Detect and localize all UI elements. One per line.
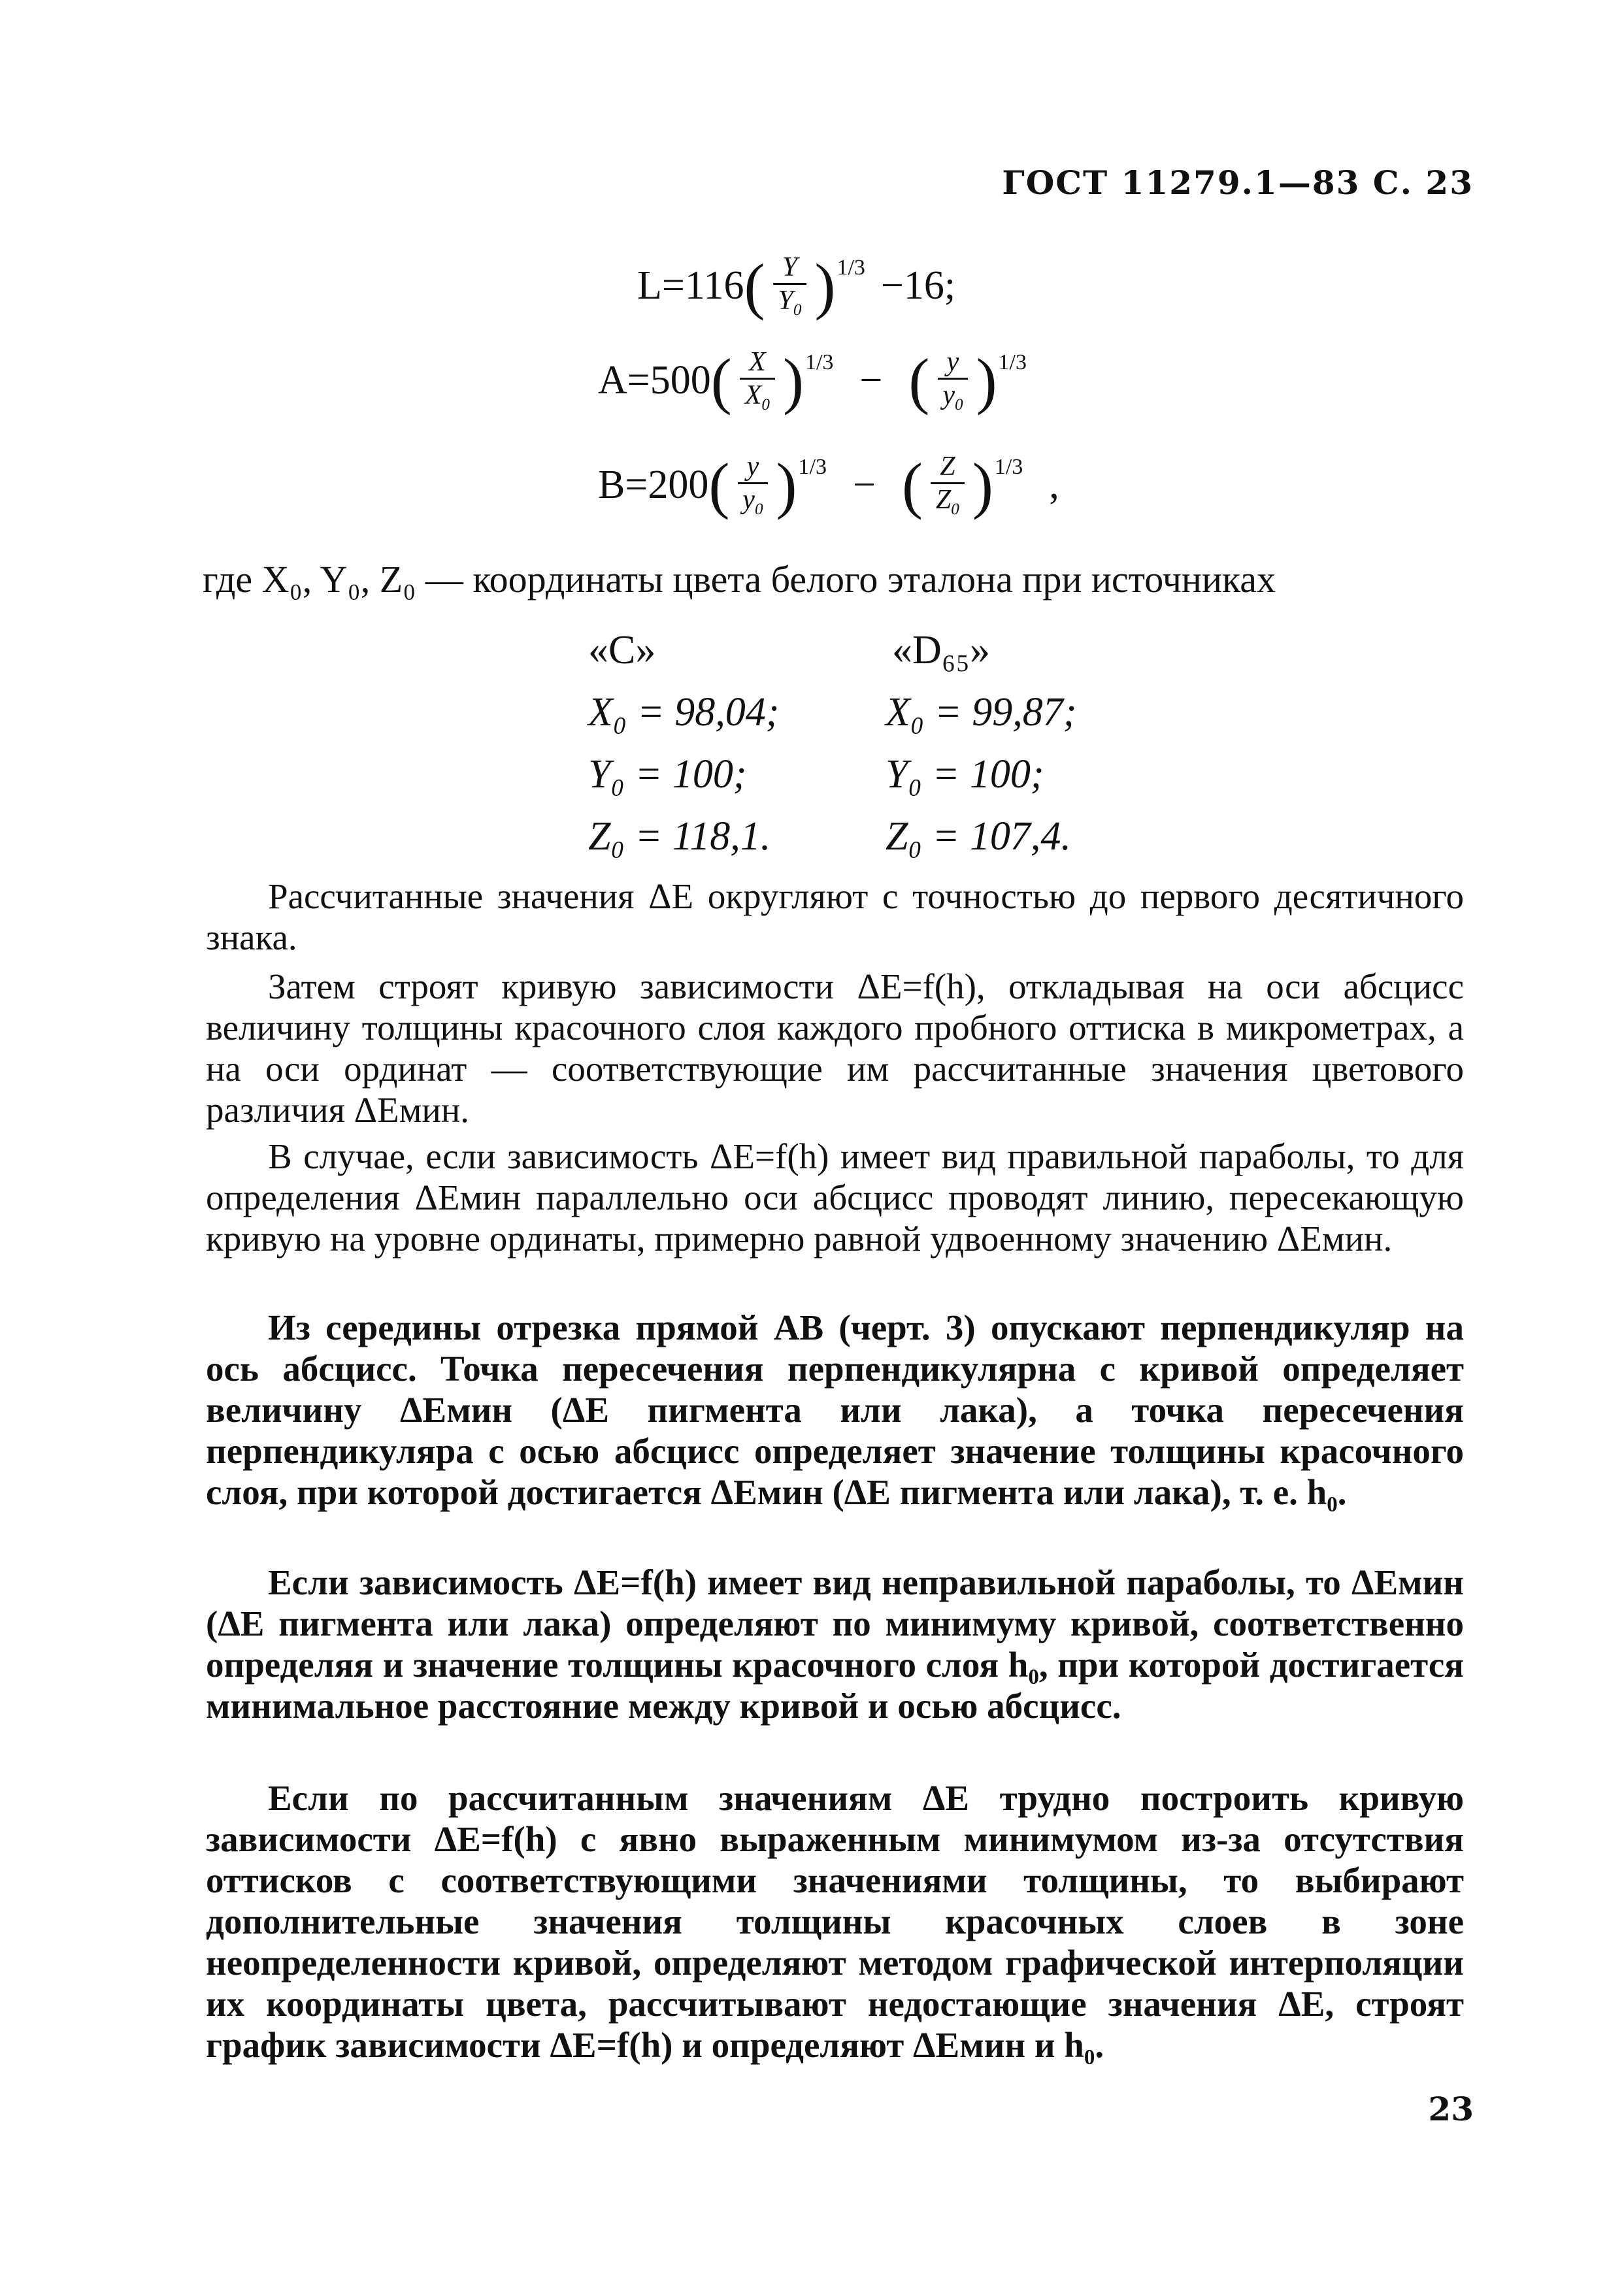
paren-open: ( [744, 250, 765, 321]
paragraph-2: Затем строят кривую зависимости ΔE=f(h), откладывая на оси абсцисс величину толщины красочного слоя каждого пробного оттиска в микрометрах, а на оси ординат — соответствующие им рассчитанные значения цветового различия ΔEмин. [206, 966, 1464, 1130]
denominator: $y_0$ [942, 380, 963, 414]
formula-L-tail: −16; [880, 263, 956, 308]
exponent: 1/3 [994, 455, 1023, 479]
source-c-y0: Y₀ = 100; [588, 752, 747, 797]
source-c-x0: X₀ = 98,04; [588, 690, 780, 734]
source-d65-x0: X₀ = 99,87; [886, 690, 1077, 734]
paren-open: ( [710, 345, 732, 416]
paren-open: ( [901, 450, 923, 520]
formula-B-tail: , [1049, 463, 1059, 508]
formula-B [598, 451, 1059, 519]
numerator: X [740, 346, 775, 380]
numerator: Y [773, 252, 806, 285]
paren-close: ) [972, 450, 993, 520]
exponent: 1/3 [998, 350, 1027, 374]
numerator: y [938, 346, 969, 380]
source-c-z0: Z₀ = 118,1. [588, 814, 771, 859]
paren-close: ) [814, 250, 836, 321]
paragraph-6: Если по рассчитанным значениям ΔE трудно построить кривую зависимости ΔE=f(h) с явно выраженным минимумом из-за отсутствия оттисков с соответствующими значениями толщины, то выбирают дополнительные значения толщины красочных слоев в зоне неопределенности кривой, определяют методом графической интерполяции их координаты цвета, рассчитывают недостающие значения ΔE, строят график зависимости ΔE=f(h) и определяют ΔEмин и h₀. [206, 1778, 1464, 2065]
exponent: 1/3 [804, 350, 834, 374]
formula-A [598, 346, 1027, 415]
minus-sign: − [859, 358, 883, 403]
source-d65-z0: Z₀ = 107,4. [886, 814, 1071, 859]
paragraph-4: Из середины отрезка прямой AB (черт. 3) опускают перпендикуляр на ось абсцисс. Точка пересечения перпендикулярна с кривой определяет величину ΔEмин (ΔE пигмента или лака), а точка пересечения перпендикуляра с осью абсцисс определяет значение толщины красочного слоя, при которой достигается ΔEмин (ΔE пигмента или лака), т. е. h₀. [206, 1308, 1464, 1512]
paragraph-3: В случае, если зависимость ΔE=f(h) имеет вид правильной параболы, то для определения ΔEмин параллельно оси абсцисс проводят линию, пересекающую кривую на уровне ординаты, примерно равной удвоенному значению ΔEмин. [206, 1136, 1464, 1259]
page-header: ГОСТ 11279.1—83 С. 23 [1002, 163, 1474, 202]
fraction [736, 346, 779, 415]
paren-open: ( [908, 345, 930, 416]
paragraph-5: Если зависимость ΔE=f(h) имеет вид неправильной параболы, то ΔEмин (ΔE пигмента или лака) определяют по минимуму кривой, соответственно определяя и значение толщины красочного слоя h₀, при которой достигается минимальное расстояние между кривой и осью абсцисс. [206, 1562, 1464, 1726]
fraction [769, 252, 811, 320]
source-d65-y0: Y₀ = 100; [886, 752, 1044, 797]
denominator: $X_0$ [744, 380, 770, 414]
fraction [927, 451, 969, 519]
minus-sign: − [852, 463, 876, 508]
where-line: где X₀, Y₀, Z₀ — координаты цвета белого эталона при источниках [203, 558, 1276, 601]
formula-L [637, 252, 955, 320]
formula-B-left: B=200 [598, 463, 709, 508]
denominator: $Z_0$ [935, 485, 959, 519]
numerator: y [738, 451, 769, 484]
denominator: $Y_0$ [778, 286, 802, 320]
page-number: 23 [1428, 2090, 1474, 2128]
source-c-heading: «С» [588, 628, 656, 672]
formula-L-left: L=116 [637, 263, 744, 308]
fraction [933, 346, 972, 415]
paragraph-1: Рассчитанные значения ΔE округляют с точностью до первого десятичного знака. [206, 876, 1464, 957]
exponent: 1/3 [837, 255, 865, 280]
source-d65-heading: «D₆₅» [892, 628, 991, 672]
paren-close: ) [776, 450, 797, 520]
denominator: $y_0$ [742, 485, 763, 519]
formula-A-left: A=500 [598, 358, 711, 403]
paren-close: ) [782, 345, 804, 416]
fraction [733, 451, 772, 519]
paren-close: ) [976, 345, 997, 416]
paren-open: ( [708, 450, 730, 520]
numerator: Z [931, 451, 964, 484]
exponent: 1/3 [798, 455, 827, 479]
